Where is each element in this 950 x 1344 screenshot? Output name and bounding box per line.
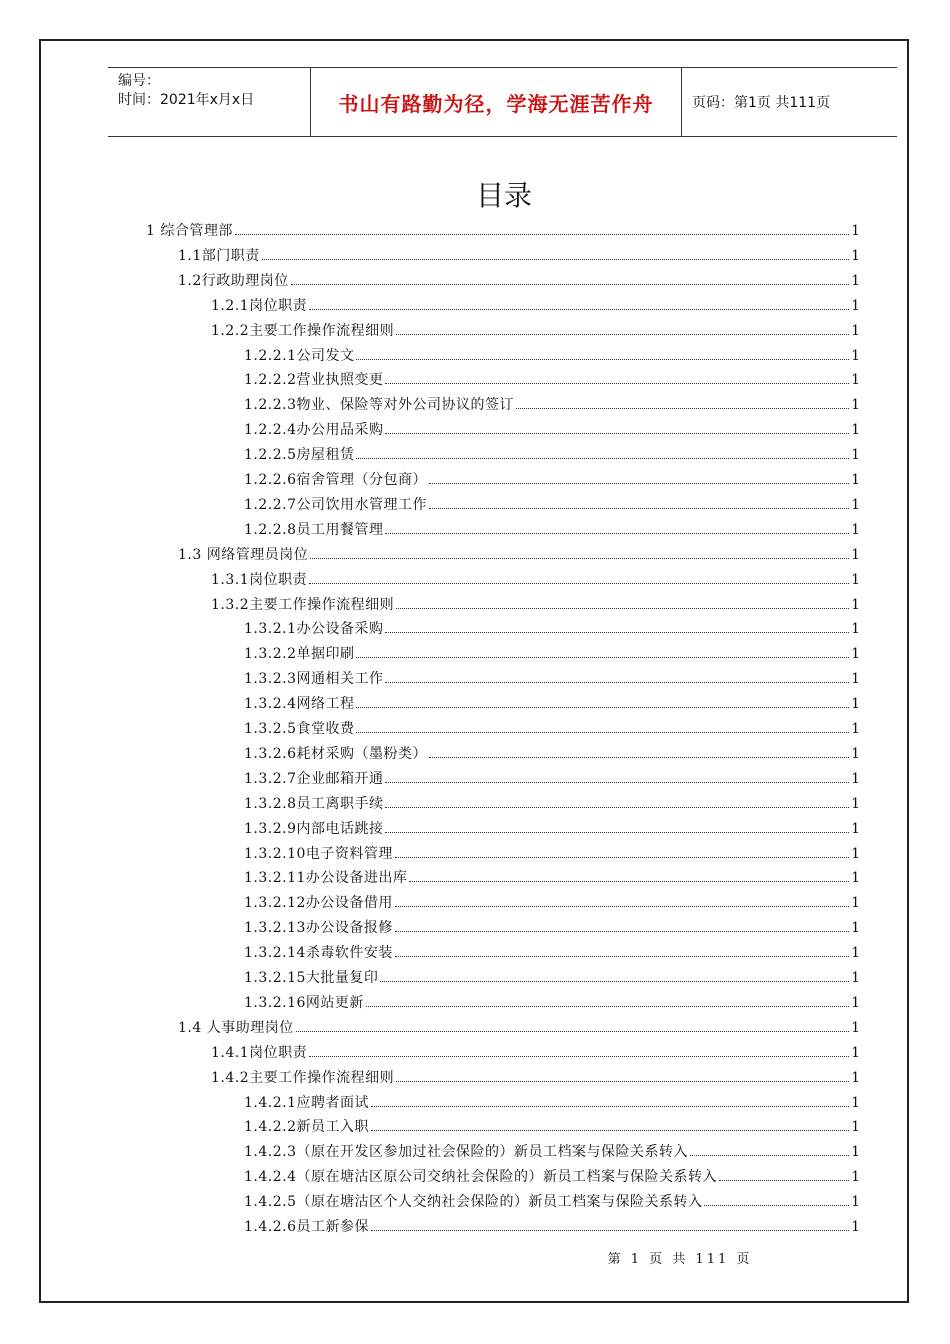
toc-entry-label: 1.3.2.3网通相关工作 bbox=[244, 671, 384, 688]
toc-entry-label: 1.3.2.11办公设备进出库 bbox=[244, 870, 408, 887]
toc-entry[interactable] bbox=[244, 867, 860, 887]
toc-leader-dots bbox=[429, 482, 849, 484]
toc-entry-label: 1.3.2主要工作操作流程细则 bbox=[211, 596, 395, 613]
toc-entry-label: 1.3.2.10电子资料管理 bbox=[244, 845, 393, 862]
header-motto: 书山有路勤为径，学海无涯苦作舟 bbox=[310, 68, 682, 136]
toc-entry-page: 1 bbox=[851, 1044, 860, 1061]
toc-entry[interactable] bbox=[244, 469, 860, 489]
toc-entry[interactable] bbox=[178, 1017, 860, 1037]
toc-leader-dots bbox=[235, 233, 849, 235]
toc-entry[interactable] bbox=[244, 1216, 860, 1236]
toc-entry-page: 1 bbox=[851, 721, 860, 737]
toc-leader-dots bbox=[356, 706, 849, 708]
toc-entry[interactable] bbox=[244, 394, 860, 414]
toc-entry-label: 1.2.2.4办公用品采购 bbox=[244, 422, 384, 439]
toc-leader-dots bbox=[395, 856, 849, 858]
header-meta bbox=[108, 68, 310, 136]
toc-leader-dots bbox=[396, 333, 849, 335]
toc-entry[interactable] bbox=[244, 618, 860, 638]
toc-entry[interactable] bbox=[244, 1191, 860, 1211]
toc-entry-label: 1.4.2.1应聘者面试 bbox=[244, 1094, 369, 1111]
toc-leader-dots bbox=[396, 607, 849, 609]
toc-entry-label: 1.3.2.9内部电话跳接 bbox=[244, 820, 384, 837]
toc-entry-label: 1.4.2.4（原在塘沽区原公司交纳社会保险的）新员工档案与保险关系转入 bbox=[244, 1169, 717, 1186]
toc-entry-page: 1 bbox=[851, 447, 860, 464]
toc-leader-dots bbox=[385, 781, 849, 783]
toc-leader-dots bbox=[395, 955, 849, 957]
toc-entry[interactable] bbox=[244, 793, 860, 813]
toc-leader-dots bbox=[262, 258, 849, 260]
toc-leader-dots bbox=[356, 358, 849, 360]
toc-leader-dots bbox=[409, 880, 849, 882]
toc-entry[interactable] bbox=[244, 693, 860, 713]
toc-leader-dots bbox=[356, 457, 849, 459]
toc-entry-page: 1 bbox=[851, 621, 860, 638]
toc-entry-label: 1.2.2.8员工用餐管理 bbox=[244, 521, 384, 538]
toc-entry-page: 1 bbox=[851, 845, 860, 862]
toc-leader-dots bbox=[429, 507, 849, 509]
toc-entry-page: 1 bbox=[851, 1119, 860, 1136]
toc-entry-label: 1.3.2.1办公设备采购 bbox=[244, 621, 384, 638]
toc-entry[interactable] bbox=[244, 444, 860, 464]
toc-entry[interactable] bbox=[244, 519, 860, 539]
toc-entry-page: 1 bbox=[851, 521, 860, 538]
toc-entry-page: 1 bbox=[851, 1144, 860, 1161]
toc-entry-page: 1 bbox=[851, 546, 860, 563]
toc-entry-page: 1 bbox=[851, 297, 860, 314]
toc-entry-label: 1.4.1岗位职责 bbox=[211, 1044, 308, 1061]
toc-entry-page: 1 bbox=[851, 671, 860, 688]
toc-entry[interactable] bbox=[244, 668, 860, 688]
toc-entry-page: 1 bbox=[851, 322, 860, 339]
toc-entry[interactable] bbox=[244, 494, 860, 514]
toc-entry-label: 1.2.2.2营业执照变更 bbox=[244, 372, 384, 389]
toc-leader-dots bbox=[385, 681, 849, 683]
toc-leader-dots bbox=[385, 806, 849, 808]
toc-entry[interactable] bbox=[244, 1141, 860, 1161]
toc-entry-label: 1.4.2主要工作操作流程细则 bbox=[211, 1069, 395, 1086]
toc-entry-label: 1.3.2.12办公设备借用 bbox=[244, 895, 393, 912]
toc-entry-page: 1 bbox=[851, 945, 860, 962]
toc-entry-label: 1.4.2.3（原在开发区参加过社会保险的）新员工档案与保险关系转入 bbox=[244, 1144, 688, 1161]
toc-entry-label: 1.3.2.15大批量复印 bbox=[244, 970, 379, 986]
toc-entry-label: 1.3.2.16网站更新 bbox=[244, 994, 364, 1011]
toc-entry-label: 1.2.2主要工作操作流程细则 bbox=[211, 322, 395, 339]
toc-entry-page: 1 bbox=[851, 496, 860, 513]
toc-entry[interactable] bbox=[244, 892, 860, 912]
toc-leader-dots bbox=[385, 831, 849, 833]
toc-entry[interactable] bbox=[244, 643, 860, 663]
toc-entry[interactable] bbox=[244, 992, 860, 1012]
toc-entry[interactable] bbox=[211, 594, 860, 614]
toc-leader-dots bbox=[385, 631, 849, 633]
toc-entry-page: 1 bbox=[851, 347, 860, 364]
toc-entry[interactable] bbox=[211, 1042, 860, 1062]
toc-entry-label: 1.2.2.7公司饮用水管理工作 bbox=[244, 496, 427, 513]
toc-leader-dots bbox=[371, 1105, 849, 1107]
document-date: 时间：2021年x月x日 bbox=[118, 92, 255, 108]
toc-entry-page: 1 bbox=[851, 795, 860, 812]
toc-entry[interactable] bbox=[244, 967, 860, 987]
toc-entry-label: 1.3.2.8员工离职手续 bbox=[244, 795, 384, 812]
toc-entry[interactable] bbox=[211, 295, 860, 315]
toc-entry[interactable] bbox=[244, 743, 860, 763]
toc-leader-dots bbox=[356, 656, 849, 658]
toc-leader-dots bbox=[310, 557, 849, 559]
toc-entry[interactable] bbox=[244, 1166, 860, 1186]
toc-entry-page: 1 bbox=[851, 372, 860, 389]
toc-leader-dots bbox=[395, 930, 849, 932]
toc-entry[interactable] bbox=[244, 843, 860, 863]
toc-entry[interactable] bbox=[244, 1116, 860, 1136]
toc-entry-label: 1.4.2.5（原在塘沽区个人交纳社会保险的）新员工档案与保险关系转入 bbox=[244, 1194, 703, 1211]
toc-leader-dots bbox=[385, 532, 849, 534]
toc-leader-dots bbox=[356, 731, 849, 733]
toc-entry-label: 1.3 网络管理员岗位 bbox=[178, 546, 309, 563]
toc-entry-page: 1 bbox=[851, 272, 860, 289]
toc-entry-page: 1 bbox=[851, 247, 860, 264]
toc-entry[interactable] bbox=[244, 718, 860, 738]
toc-leader-dots bbox=[291, 283, 849, 285]
toc-entry[interactable] bbox=[244, 419, 860, 439]
toc-entry-page: 1 bbox=[851, 820, 860, 837]
toc-entry-label: 1.2.2.1公司发文 bbox=[244, 347, 355, 364]
toc-leader-dots bbox=[690, 1154, 849, 1156]
toc-leader-dots bbox=[395, 905, 849, 907]
toc-entry[interactable] bbox=[178, 544, 860, 564]
toc-entry-page: 1 bbox=[851, 920, 860, 937]
toc-entry[interactable] bbox=[244, 942, 860, 962]
toc-entry-page: 1 bbox=[851, 571, 860, 588]
toc-entry-page: 1 bbox=[851, 745, 860, 762]
toc-entry-label: 1.3.2.5食堂收费 bbox=[244, 721, 355, 737]
page-footer: 第 1 页 共 111 页 bbox=[607, 1252, 753, 1267]
toc-entry-page: 1 bbox=[851, 422, 860, 439]
toc-title: 目录 bbox=[475, 179, 532, 212]
toc-entry[interactable] bbox=[244, 818, 860, 838]
toc-entry-label: 1.4 人事助理岗位 bbox=[178, 1019, 294, 1036]
toc-entry-page: 1 bbox=[851, 994, 860, 1011]
toc-entry-label: 1.2.2.5房屋租赁 bbox=[244, 447, 355, 464]
toc-entry-page: 1 bbox=[851, 397, 860, 414]
toc-entry-page: 1 bbox=[851, 646, 860, 663]
toc-leader-dots bbox=[516, 407, 849, 409]
toc-entry[interactable] bbox=[244, 345, 860, 365]
toc-leader-dots bbox=[309, 1055, 849, 1057]
toc-entry[interactable] bbox=[244, 1092, 860, 1112]
toc-leader-dots bbox=[380, 980, 849, 982]
toc-entry[interactable] bbox=[244, 369, 860, 389]
toc-entry-page: 1 bbox=[851, 596, 860, 613]
toc-entry[interactable] bbox=[146, 220, 860, 240]
toc-entry-label: 1.3.2.4网络工程 bbox=[244, 696, 355, 713]
toc-leader-dots bbox=[366, 1005, 849, 1007]
document-header bbox=[108, 67, 897, 137]
toc-entry-label: 1.4.2.6员工新参保 bbox=[244, 1219, 369, 1235]
toc-entry-page: 1 bbox=[851, 696, 860, 713]
toc-entry-page: 1 bbox=[851, 223, 860, 239]
toc-entry-page: 1 bbox=[851, 472, 860, 488]
toc-entry[interactable] bbox=[244, 768, 860, 788]
toc-entry-page: 1 bbox=[851, 1169, 860, 1186]
toc-entry-page: 1 bbox=[851, 895, 860, 912]
toc-entry-page: 1 bbox=[851, 1219, 860, 1235]
toc-entry-label: 1.3.2.2单据印刷 bbox=[244, 646, 355, 663]
document-number: 编号： bbox=[118, 73, 160, 89]
toc-entry-label: 1.3.2.14杀毒软件安装 bbox=[244, 945, 393, 962]
toc-entry-label: 1.2.2.3物业、保险等对外公司协议的签订 bbox=[244, 397, 514, 414]
toc-entry-page: 1 bbox=[851, 1069, 860, 1086]
toc-entry-page: 1 bbox=[851, 770, 860, 787]
toc-entry-label: 1.2.2.6宿舍管理（分包商） bbox=[244, 472, 427, 488]
toc-entry-page: 1 bbox=[851, 870, 860, 887]
toc-leader-dots bbox=[719, 1179, 849, 1181]
toc-entry-label: 1.2.1岗位职责 bbox=[211, 297, 308, 314]
toc-entry-label: 1 综合管理部 bbox=[146, 223, 233, 239]
toc-entry-label: 1.4.2.2新员工入职 bbox=[244, 1119, 369, 1136]
toc-leader-dots bbox=[429, 756, 849, 758]
toc-entry-label: 1.2行政助理岗位 bbox=[178, 272, 289, 289]
toc-entry-label: 1.3.2.13办公设备报修 bbox=[244, 920, 393, 937]
toc-entry-label: 1.3.2.7企业邮箱开通 bbox=[244, 770, 384, 787]
toc-leader-dots bbox=[309, 308, 849, 310]
toc-leader-dots bbox=[371, 1229, 849, 1231]
toc-leader-dots bbox=[385, 432, 849, 434]
toc-entry[interactable] bbox=[244, 917, 860, 937]
toc-entry-page: 1 bbox=[851, 970, 860, 986]
toc-entry-page: 1 bbox=[851, 1019, 860, 1036]
toc-entry-page: 1 bbox=[851, 1194, 860, 1211]
toc-leader-dots bbox=[371, 1129, 849, 1131]
toc-entry-label: 1.3.2.6耗材采购（墨粉类） bbox=[244, 745, 427, 762]
toc-entry[interactable] bbox=[211, 1067, 860, 1087]
toc-entry-page: 1 bbox=[851, 1094, 860, 1111]
toc-leader-dots bbox=[704, 1204, 849, 1206]
toc-leader-dots bbox=[385, 382, 849, 384]
toc-entry[interactable] bbox=[178, 245, 860, 265]
toc-entry-label: 1.3.1岗位职责 bbox=[211, 571, 308, 588]
toc-entry[interactable] bbox=[211, 569, 860, 589]
toc-leader-dots bbox=[309, 582, 849, 584]
toc-entry-label: 1.1部门职责 bbox=[178, 247, 260, 264]
toc-leader-dots bbox=[396, 1080, 849, 1082]
toc-leader-dots bbox=[296, 1030, 849, 1032]
toc-entry[interactable] bbox=[211, 320, 860, 340]
toc-entry[interactable] bbox=[178, 270, 860, 290]
header-page-info: 页码：第1页 共111页 bbox=[692, 95, 831, 111]
